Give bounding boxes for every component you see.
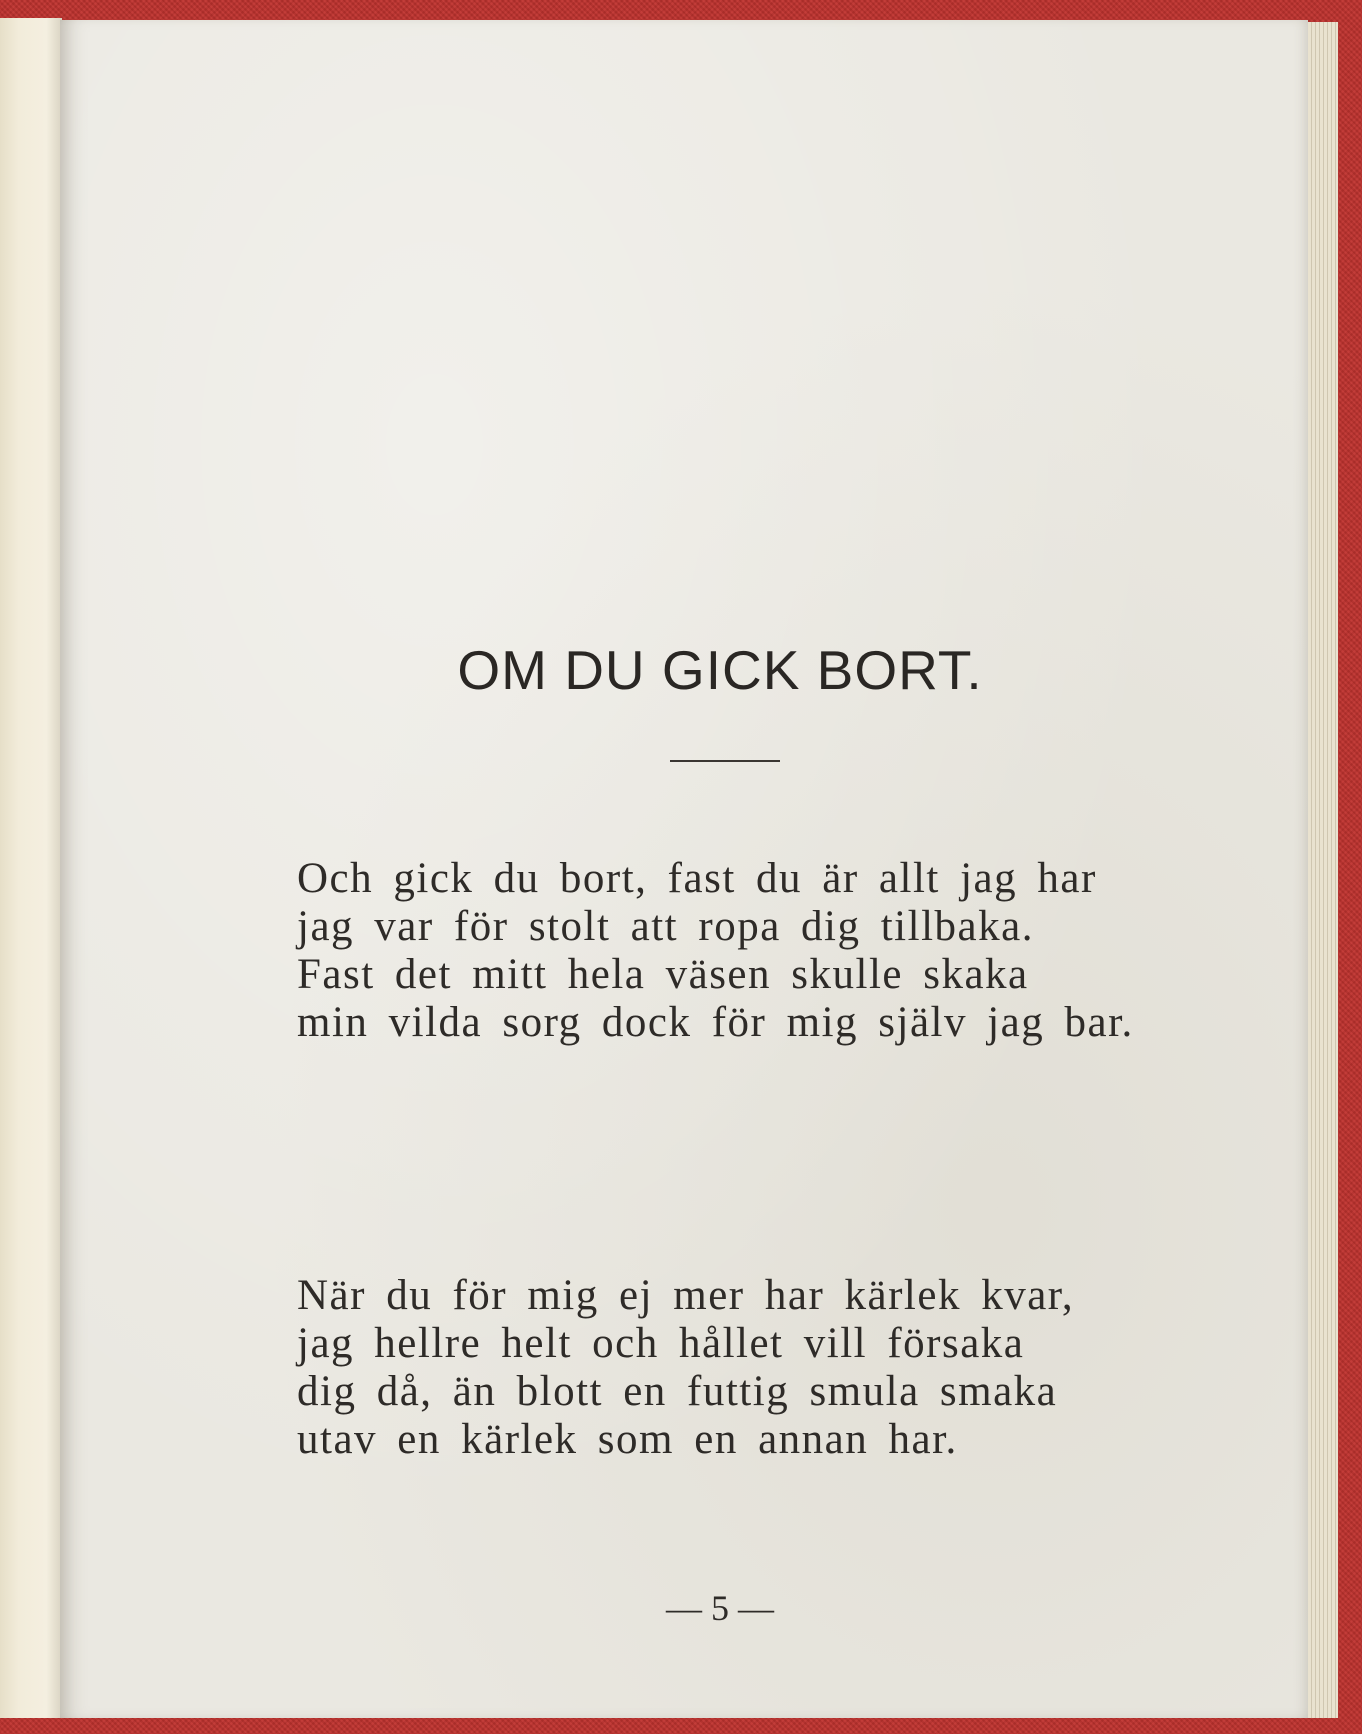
poem-line: jag var för stolt att ropa dig tillbaka.	[297, 903, 1034, 950]
poem-line: dig då, än blott en futtig smula smaka	[297, 1368, 1058, 1415]
title-divider	[670, 760, 780, 762]
book-page	[60, 20, 1308, 1718]
left-page-strip	[0, 18, 62, 1718]
poem-line: jag hellre helt och hållet vill försaka	[297, 1320, 1025, 1367]
poem-title: OM DU GICK BORT.	[457, 639, 983, 701]
stanza-2	[297, 1272, 1074, 1464]
poem-line: Fast det mitt hela väsen skulle skaka	[297, 951, 1029, 998]
stanza-1	[297, 855, 1134, 1047]
poem-line: utav en kärlek som en annan har.	[297, 1416, 958, 1463]
poem-line: När du för mig ej mer har kärlek kvar,	[297, 1272, 1075, 1319]
poem-line: Och gick du bort, fast du är allt jag har	[297, 855, 1097, 902]
poem-line: min vilda sorg dock för mig själv jag bar.	[297, 999, 1134, 1046]
page-number: — 5 —	[666, 1588, 774, 1628]
